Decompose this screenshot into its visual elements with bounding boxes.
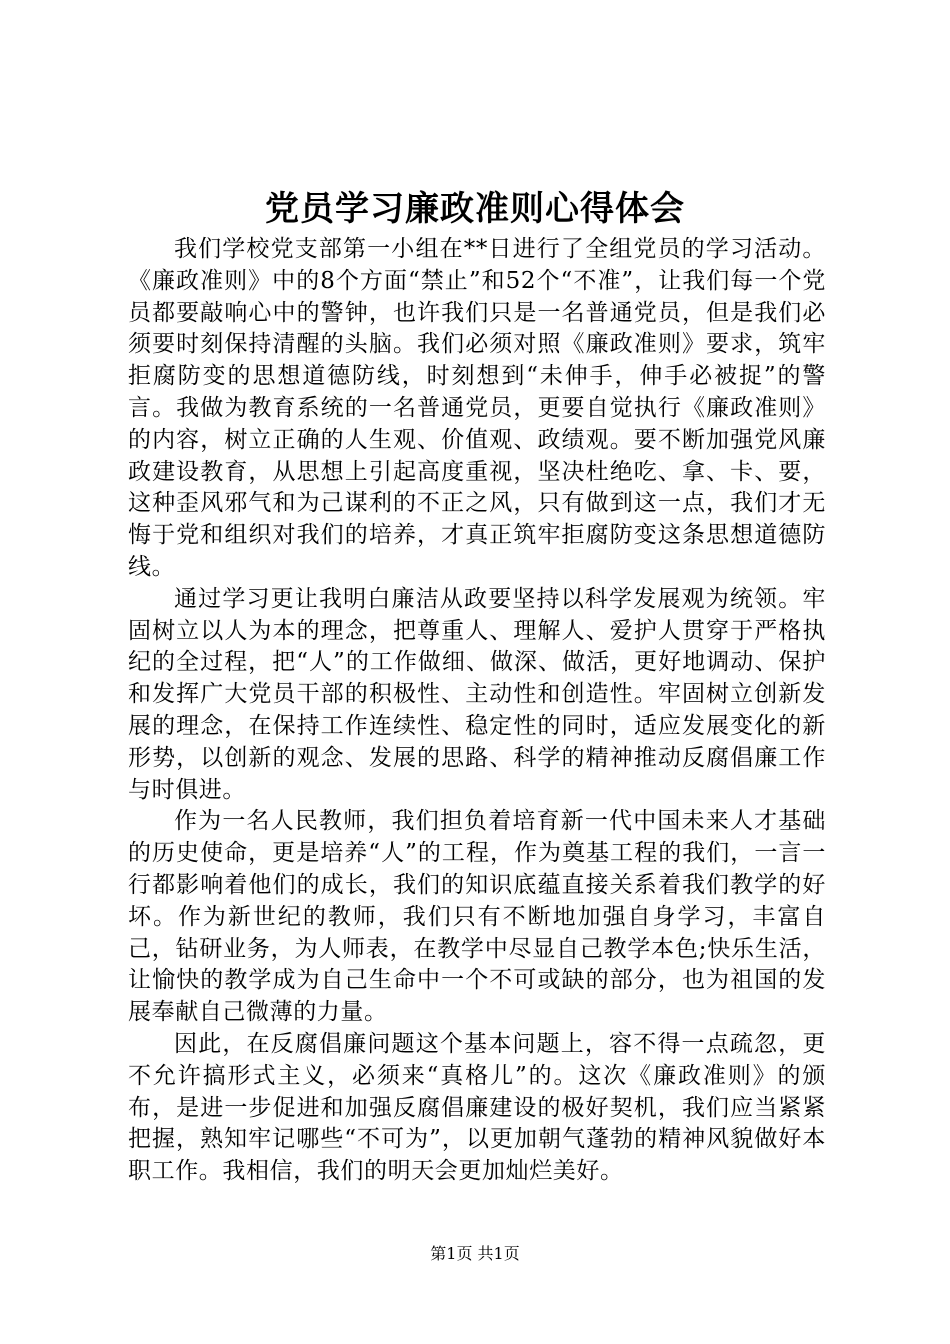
paragraph-4: 因此，在反腐倡廉问题这个基本问题上，容不得一点疏忽，更不允许搞形式主义，必须来“真格儿”的。这次《廉政准则》的颁布，是进一步促进和加强反腐倡廉建设的极好契机，我们应当紧紧把握，熟知牢记哪些“不可为”，以更加朝气蓬勃的精神风貌做好本职工作。我相信，我们的明天会更加灿烂美好。 — [128, 1030, 826, 1185]
paragraph-1: 我们学校党支部第一小组在**日进行了全组党员的学习活动。《廉政准则》中的8个方面“禁止”和52个“不准”，让我们每一个党员都要敲响心中的警钟，也许我们只是一名普通党员，但是我们必须要时刻保持清醒的头脑。我们必须对照《廉政准则》要求，筑牢拒腐防变的思想道德防线，时刻想到“未伸手，伸手必被捉”的警言。我做为教育系统的一名普通党员，更要自觉执行《廉政准则》的内容，树立正确的人生观、价值观、政绩观。要不断加强党风廉政建设教育，从思想上引起高度重视，坚决杜绝吃、拿、卡、要，这种歪风邪气和为己谋利的不正之风，只有做到这一点，我们才无悔于党和组织对我们的培养，才真正筑牢拒腐防变这条思想道德防线。 — [128, 236, 826, 580]
document-body — [128, 234, 826, 1188]
page-number-footer: 第1页 共1页 — [430, 1244, 520, 1263]
paragraph-3: 作为一名人民教师，我们担负着培育新一代中国未来人才基础的历史使命，更是培养“人”的工程，作为奠基工程的我们，一言一行都影响着他们的成长，我们的知识底蕴直接关系着我们教学的好坏。作为新世纪的教师，我们只有不断地加强自身学习，丰富自己，钻研业务，为人师表，在教学中尽显自己教学本色;快乐生活，让愉快的教学成为自己生命中一个不可或缺的部分，也为祖国的发展奉献自己微薄的力量。 — [128, 808, 826, 1026]
paragraph-2: 通过学习更让我明白廉洁从政要坚持以科学发展观为统领。牢固树立以人为本的理念，把尊重人、理解人、爱护人贯穿于严格执纪的全过程，把“人”的工作做细、做深、做活，更好地调动、保护和发挥广大党员干部的积极性、主动性和创造性。牢固树立创新发展的理念，在保持工作连续性、稳定性的同时，适应发展变化的新形势，以创新的观念、发展的思路、科学的精神推动反腐倡廉工作与时俱进。 — [128, 585, 826, 803]
document-title: 党员学习廉政准则心得体会 — [265, 189, 685, 229]
